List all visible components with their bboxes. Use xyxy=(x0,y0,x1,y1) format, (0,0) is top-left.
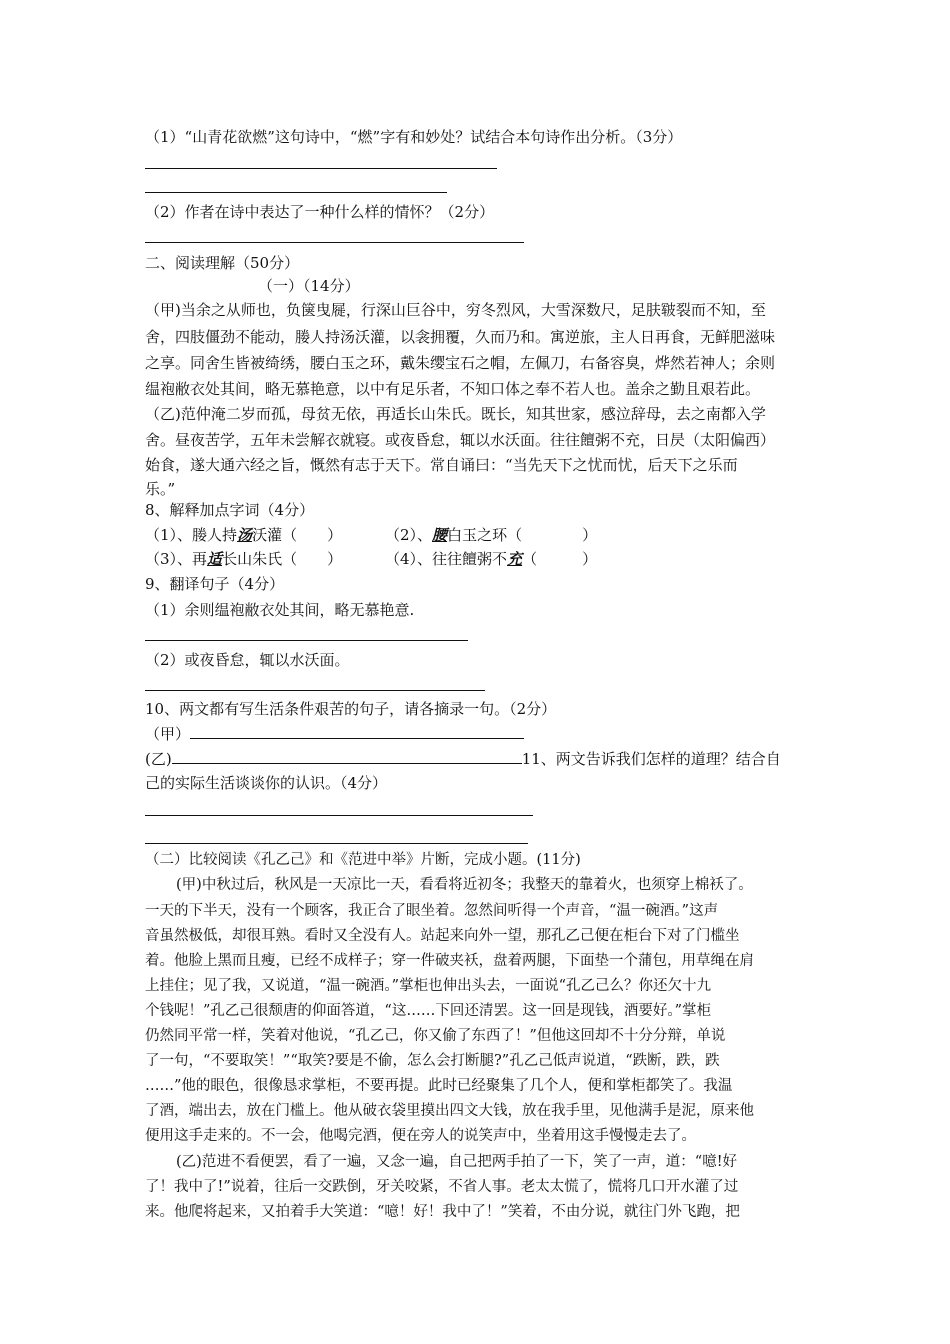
passage-line: 缊袍敝衣处其间，略无慕艳意，以中有足乐者，不知口体之奉不若人也。盖余之勤且艰若此。 xyxy=(145,380,761,398)
answer-line[interactable] xyxy=(145,168,497,169)
subsection-title: （二）比较阅读《孔乙己》和《范进中举》片断，完成小题。(11分) xyxy=(145,852,581,868)
passage-line: 个钱呢！”孔乙己很颓唐的仰面答道，“这……下回还清罢。这一回是现钱，酒要好。”掌柜 xyxy=(145,1003,711,1019)
passage-line: 了一句，“不要取笑！”“取笑?要是不偷，怎么会打断腿?”孔乙己低声说道，“跌断，跌，跌 xyxy=(145,1053,720,1069)
answer-yi: (乙) 11、两文告诉我们怎样的道理？结合自 xyxy=(145,750,781,768)
question-10-title: 10、两文都有写生活条件艰苦的句子，请各摘录一句。（2分） xyxy=(145,700,557,718)
answer-blank[interactable] xyxy=(172,749,522,764)
answer-line[interactable] xyxy=(145,640,468,641)
answer-line[interactable] xyxy=(145,843,528,844)
answer-line[interactable] xyxy=(145,690,485,691)
question-9-title: 9、翻译句子（4分） xyxy=(145,575,285,593)
question-11-title: 11、两文告诉我们怎样的道理？结合自 xyxy=(521,750,781,768)
passage-line: 仍然同平常一样，笑着对他说，“孔乙己，你又偷了东西了！”但他这回却不十分分辩，单说 xyxy=(145,1028,726,1044)
passage-line: 了！我中了!”说着，往后一交跌倒，牙关咬紧，不省人事。老太太慌了，慌将几口开水灌了过 xyxy=(145,1179,739,1195)
question-1-2: （2）作者在诗中表达了一种什么样的情怀？（2分） xyxy=(145,203,495,221)
dotted-char: 适 xyxy=(207,550,223,568)
question-11-title-cont: 己的实际生活谈谈你的认识。（4分） xyxy=(145,774,388,792)
passage-line: 一天的下半天，没有一个顾客，我正合了眼坐着。忽然间听得一个声音，“温一碗酒。”这声 xyxy=(145,903,719,919)
passage-line: 始食，遂大通六经之旨，慨然有志于天下。常自诵曰：“当先天下之忧而忧，后天下之乐而 xyxy=(145,456,738,474)
passage-line: （乙)范仲淹二岁而孤，母贫无依，再适长山朱氏。既长，知其世家，感泣辞母，去之南都入学 xyxy=(145,405,766,423)
passage-line: 来。他爬将起来，又拍着手大笑道：“噫！好！我中了！”笑着，不由分说，就往门外飞跑，把 xyxy=(145,1204,740,1220)
question-9-sentence-2: （2）或夜昏怠，辄以水沃面。 xyxy=(145,651,350,669)
answer-line[interactable] xyxy=(145,815,533,816)
passage-line: ……”他的眼色，很像恳求掌柜，不要再提。此时已经聚集了几个人，便和掌柜都笑了。我温 xyxy=(145,1078,733,1094)
subsection-title: （一）（14分） xyxy=(258,277,360,295)
answer-line[interactable] xyxy=(145,192,447,193)
question-8-item-2: （2）、腰白玉之环（ ） xyxy=(385,526,598,544)
question-1-1: （1）“山青花欲燃”这句诗中，“燃”字有和妙处？试结合本句诗作出分析。（3分） xyxy=(145,128,683,146)
answer-blank[interactable] xyxy=(190,724,524,739)
question-8-item-1: （1）、媵人持汤沃灌（ ） xyxy=(145,526,343,544)
passage-line: 舍，四肢僵劲不能动，媵人持汤沃灌，以衾拥覆，久而乃和。寓逆旅，主人日再食，无鲜肥滋味 xyxy=(145,328,776,346)
answer-jia: （甲） xyxy=(145,724,524,744)
passage-line: 便用这手走来的。不一会，他喝完酒，便在旁人的说笑声中，坐着用这手慢慢走去了。 xyxy=(145,1128,696,1144)
section-title: 二、阅读理解（50分） xyxy=(145,254,300,272)
passage-line: 着。他脸上黑而且瘦，已经不成样子；穿一件破夹袄，盘着两腿，下面垫一个蒲包，用草绳在肩 xyxy=(145,953,754,969)
question-9-sentence-1: （1）余则缊袍敝衣处其间，略无慕艳意. xyxy=(145,601,415,619)
answer-line[interactable] xyxy=(145,242,524,243)
question-8-item-4: （4）、往往饘粥不充（ ） xyxy=(385,550,598,568)
passage-line: 了酒，端出去，放在门槛上。他从破衣袋里摸出四文大钱，放在我手里，见他满手是泥，原来他 xyxy=(145,1103,754,1119)
dotted-char: 汤 xyxy=(237,526,253,544)
passage-line: 上挂住；见了我，又说道，“温一碗酒。”掌柜也伸出头去，一面说“孔乙己么？你还欠十九 xyxy=(145,978,711,994)
dotted-char: 腰 xyxy=(432,526,448,544)
dotted-char: 充 xyxy=(507,550,523,568)
passage-line: 之享。同舍生皆被绮绣，腰白玉之环，戴朱缨宝石之帽，左佩刀，右备容臭，烨然若神人；余则 xyxy=(145,354,776,372)
passage-line: (乙)范进不看便罢，看了一遍，又念一遍，自己把两手拍了一下，笑了一声，道：“噫!好 xyxy=(176,1154,738,1170)
question-8-item-3: （3）、再适长山朱氏（ ） xyxy=(145,550,343,568)
passage-line: 乐。” xyxy=(145,480,176,498)
passage-line: 舍。昼夜苦学，五年未尝解衣就寝。或夜昏怠，辄以水沃面。往往饘粥不充，日昃（太阳偏西） xyxy=(145,431,776,449)
passage-line: 音虽然极低，却很耳熟。看时又全没有人。站起来向外一望，那孔乙己便在柜台下对了门槛坐 xyxy=(145,928,740,944)
passage-line: (甲)中秋过后，秋风是一天凉比一天，看看将近初冬；我整天的靠着火，也须穿上棉袄了。 xyxy=(176,877,753,893)
question-8-title: 8、解释加点字词（4分） xyxy=(145,501,315,519)
passage-line: （甲)当余之从师也，负箧曳屣，行深山巨谷中，穷冬烈风，大雪深数尺，足肤皲裂而不知，至 xyxy=(145,301,766,319)
